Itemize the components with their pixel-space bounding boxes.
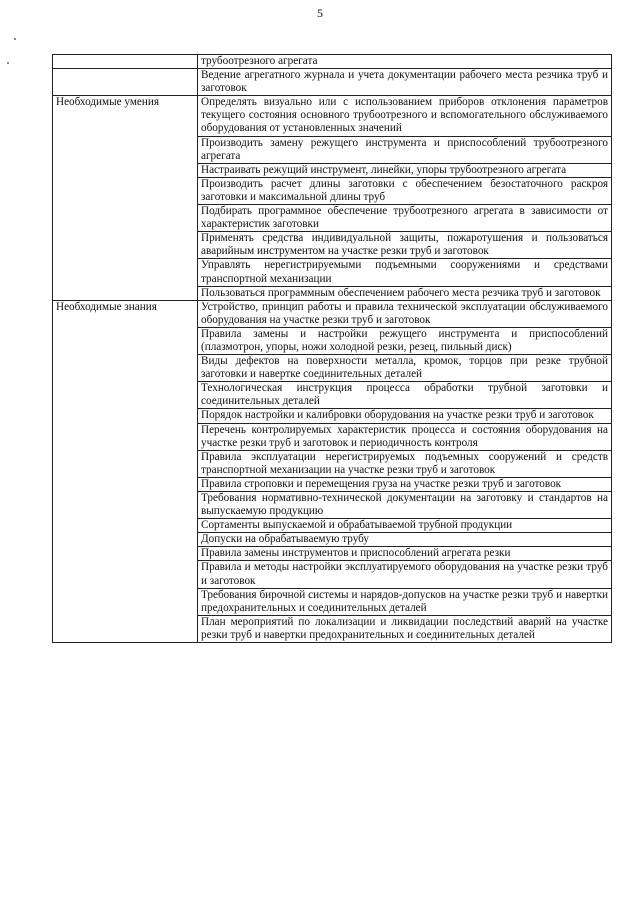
table-cell: Управлять нерегистрируемыми подъемными сооружениями и средствами транспортной механизации	[198, 259, 612, 286]
table-cell: Требования нормативно-технической документации на заготовку и стандартов на выпускаемую продукцию	[198, 492, 612, 519]
table-cell: Сортаменты выпускаемой и обрабатываемой трубной продукции	[198, 519, 612, 533]
table-cell: Виды дефектов на поверхности металла, кромок, торцов при резке трубной заготовки и навертке соединительных деталей	[198, 355, 612, 382]
table-cell: План мероприятий по локализации и ликвидации последствий аварий на участке резки труб и навертки предохранительных и соединительных деталей	[198, 615, 612, 642]
table-cell: Применять средства индивидуальной защиты, пожаротушения и пользоваться аварийным инструментом на участке резки труб и заготовок	[198, 232, 612, 259]
table-cell: Производить расчет длины заготовки с обеспечением безостаточного раскроя заготовки и максимальной длины труб	[198, 177, 612, 204]
table-cell: Требования бирочной системы и нарядов-допусков на участке резки труб и навертки предохранительных и соединительных деталей	[198, 588, 612, 615]
scan-speck	[14, 38, 16, 40]
table-cell: Устройство, принцип работы и правила технической эксплуатации обслуживаемого оборудования на участке резки труб и заготовок	[198, 300, 612, 327]
table-row	[53, 96, 612, 136]
label-cell-empty	[53, 69, 198, 96]
label-cell-empty	[53, 55, 198, 69]
table-cell: Технологическая инструкция процесса обработки трубной заготовки и соединительных деталей	[198, 382, 612, 409]
table-cell: Пользоваться программным обеспечением рабочего места резчика труб и заготовок	[198, 286, 612, 300]
table-cell: Порядок настройки и калибровки оборудования на участке резки труб и заготовок	[198, 409, 612, 423]
table-cell: Производить замену режущего инструмента и приспособлений трубоотрезного агрегата	[198, 136, 612, 163]
table-cell: Правила и методы настройки эксплуатируемого оборудования на участке резки труб и заготовок	[198, 561, 612, 588]
row-label-skills: Необходимые умения	[53, 96, 198, 300]
scan-speck	[7, 62, 9, 64]
table-cell: Ведение агрегатного журнала и учета документации рабочего места резчика труб и заготовок	[198, 69, 612, 96]
table-cell: Правила замены инструментов и приспособлений агрегата резки	[198, 547, 612, 561]
table-cell: Подбирать программное обеспечение трубоотрезного агрегата в зависимости от характеристик заготовки	[198, 205, 612, 232]
table-row	[53, 55, 612, 69]
table-cell: Допуски на обрабатываемую трубу	[198, 533, 612, 547]
table-row	[53, 300, 612, 327]
table-cell: трубоотрезного агрегата	[198, 55, 612, 69]
table-row	[53, 69, 612, 96]
table-cell: Правила замены и настройки режущего инструмента и приспособлений (плазмотрон, упоры, ножи холодной резки, резец, пильный диск)	[198, 327, 612, 354]
table-cell: Перечень контролируемых характеристик процесса и состояния оборудования на участке резки труб и заготовок и периодичность контроля	[198, 423, 612, 450]
table-cell: Определять визуально или с использованием приборов отклонения параметров текущего состояния основного трубоотрезного и вспомогательного обслуживаемого оборудования от установленных значений	[198, 96, 612, 136]
row-label-knowledge: Необходимые знания	[53, 300, 198, 642]
competency-table	[52, 54, 612, 643]
page-number: 5	[317, 6, 323, 20]
table-cell: Настраивать режущий инструмент, линейки, упоры трубоотрезного агрегата	[198, 163, 612, 177]
table-cell: Правила строповки и перемещения груза на участке резки труб и заготовок	[198, 477, 612, 491]
table-cell: Правила эксплуатации нерегистрируемых подъемных сооружений и средств транспортной механизации на участке резки труб и заготовок	[198, 450, 612, 477]
